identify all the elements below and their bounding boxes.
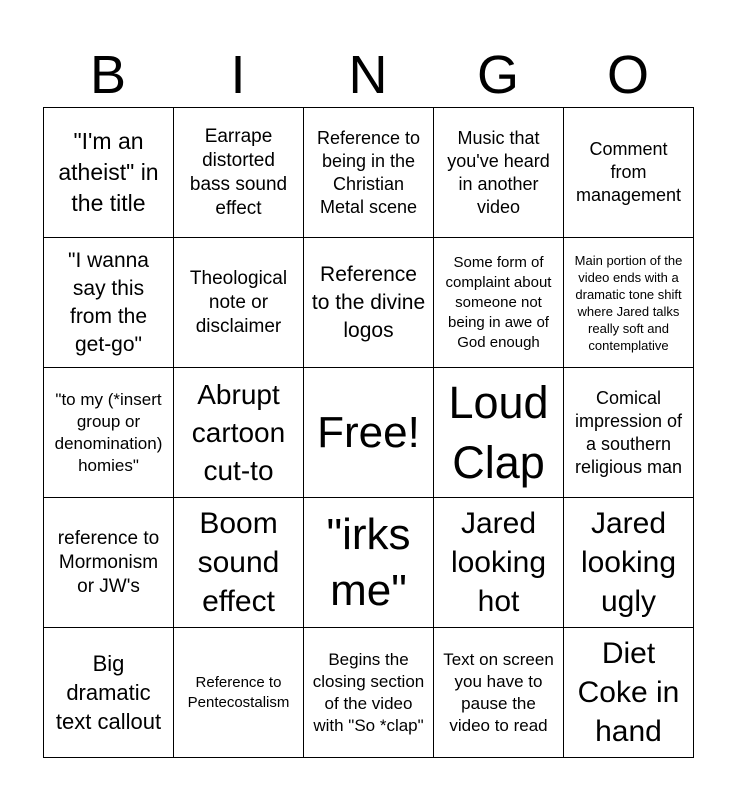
cell-text: Some form of complaint about someone not being in awe of God enough: [445, 253, 552, 351]
bingo-cell[interactable]: [174, 628, 304, 758]
bingo-cell[interactable]: [434, 628, 564, 758]
bingo-cell[interactable]: [174, 238, 304, 368]
cell-text: Reference to being in the Christian Metal scene: [316, 127, 421, 217]
bingo-cell[interactable]: [564, 368, 694, 498]
header-letter-i: I: [230, 45, 246, 105]
header-letter-n: N: [348, 45, 388, 105]
cell-text: Music that you've heard in another video: [447, 127, 550, 217]
cell-text: "I wanna say this from the get-go": [67, 248, 149, 356]
free-space[interactable]: [304, 368, 434, 498]
bingo-cell[interactable]: [174, 108, 304, 238]
cell-text: Comment from management: [575, 139, 682, 205]
bingo-cell[interactable]: [304, 108, 434, 238]
cell-text: Jared looking ugly: [580, 507, 677, 618]
cell-text: Abrupt cartoon cut-to: [191, 378, 286, 486]
bingo-cell[interactable]: [174, 368, 304, 498]
bingo-cell[interactable]: [44, 498, 174, 628]
cell-text: Theological note or disclaimer: [189, 267, 288, 337]
cell-text: Reference to the divine logos: [311, 262, 426, 342]
bingo-cell[interactable]: [564, 238, 694, 368]
bingo-cell[interactable]: [44, 368, 174, 498]
bingo-cell[interactable]: [304, 238, 434, 368]
bingo-cell[interactable]: [434, 368, 564, 498]
bingo-cell[interactable]: [44, 108, 174, 238]
bingo-cell[interactable]: [304, 628, 434, 758]
bingo-cell[interactable]: [564, 498, 694, 628]
cell-text: Big dramatic text callout: [55, 651, 162, 734]
cell-text: "irks me": [326, 509, 411, 615]
bingo-cell[interactable]: [434, 108, 564, 238]
bingo-cell[interactable]: [304, 498, 434, 628]
bingo-cell[interactable]: [564, 108, 694, 238]
cell-text: Begins the closing section of the video with "So *clap": [312, 649, 425, 735]
bingo-grid: [43, 107, 694, 758]
header-letter-g: G: [476, 45, 519, 105]
bingo-header: [43, 42, 693, 108]
bingo-cell[interactable]: [564, 628, 694, 758]
cell-text: Comical impression of a southern religious man: [574, 387, 683, 477]
cell-text: Reference to Pentecostalism: [187, 673, 290, 711]
cell-text: Diet Coke in hand: [577, 637, 680, 748]
cell-text: "to my (*insert group or denomination) homies": [54, 389, 163, 475]
cell-text: Loud Clap: [448, 376, 549, 488]
bingo-cell[interactable]: [44, 628, 174, 758]
header-letter-b: B: [89, 45, 127, 105]
bingo-cell[interactable]: [44, 238, 174, 368]
bingo-cell[interactable]: [174, 498, 304, 628]
bingo-cell[interactable]: [434, 498, 564, 628]
cell-text: Text on screen you have to pause the video to read: [443, 649, 554, 735]
cell-text: Free!: [317, 407, 420, 457]
cell-text: Jared looking hot: [450, 507, 547, 618]
bingo-cell[interactable]: [434, 238, 564, 368]
cell-text: Earrape distorted bass sound effect: [189, 125, 288, 219]
cell-text: "I'm an atheist" in the title: [58, 128, 159, 216]
header-letter-o: O: [606, 45, 649, 105]
cell-text: Main portion of the video ends with a dramatic tone shift where Jared talks really soft and contemplative: [574, 252, 683, 353]
cell-text: Boom sound effect: [197, 507, 280, 618]
cell-text: reference to Mormonism or JW's: [57, 527, 160, 597]
